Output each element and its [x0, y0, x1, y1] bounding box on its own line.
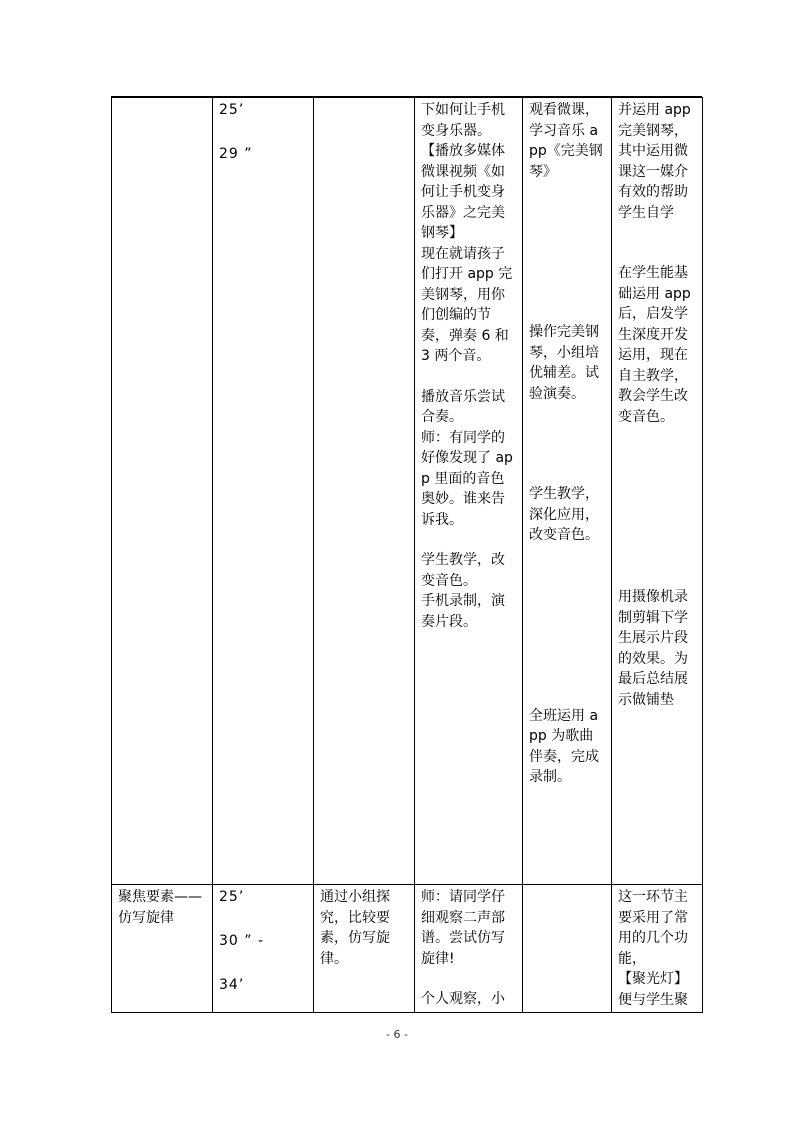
blank-line: [529, 626, 605, 646]
blank-line: [529, 686, 605, 706]
lesson-plan-table: [111, 97, 703, 1013]
blank-line: [529, 182, 605, 202]
blank-line: [421, 969, 516, 989]
cell-paragraph: 下如何让手机变身乐器。: [421, 102, 505, 139]
blank-line: [618, 427, 696, 447]
time-cell: [213, 885, 314, 1013]
time-line: 34’: [219, 977, 245, 993]
blank-line: [529, 262, 605, 282]
blank-line: [529, 606, 605, 626]
blank-line: [618, 223, 696, 243]
blank-line: [529, 586, 605, 606]
time-line: 25’: [219, 102, 245, 118]
table-row: [112, 885, 703, 1013]
time-line: 25’: [219, 889, 245, 905]
blank-line: [529, 464, 605, 484]
cell-paragraph: 学生教学，改变音色。: [421, 552, 505, 589]
teacher-cell: [415, 98, 523, 885]
cell-paragraph: 用摄像机录制剪辑下学生展示片段的效果。为最后总结展示做铺垫: [618, 589, 688, 708]
blank-line: [529, 666, 605, 686]
page-number: - 6 -: [386, 1028, 408, 1041]
student-cell: [523, 98, 612, 885]
blank-line: [618, 567, 696, 587]
blank-line: [618, 527, 696, 547]
cell-paragraph: 个人观察，小: [421, 991, 505, 1007]
blank-line: [618, 487, 696, 507]
blank-line: [529, 546, 605, 566]
blank-line: [529, 566, 605, 586]
blank-line: [618, 243, 696, 263]
cell-paragraph: 全班运用 app 为歌曲伴奏，完成录制。: [529, 707, 599, 785]
cell-paragraph: 现在就请孩子们打开 app 完美钢琴，用你们创编的节奏，弹奏 6 和 3 两个音。: [421, 245, 513, 364]
time-line: 29 ”: [219, 146, 253, 162]
activity-cell: [314, 98, 415, 885]
time-line: 30 ” -: [219, 933, 265, 949]
time-cell: [213, 98, 314, 885]
cell-paragraph: 学生教学，深化应用，改变音色。: [529, 486, 599, 543]
activity-cell: [314, 885, 415, 1013]
blank-line: [529, 887, 605, 907]
activity-text: 通过小组探究，比较要素，仿写旋律。: [320, 889, 390, 967]
step-cell: [112, 98, 213, 885]
intent-cell: [612, 98, 703, 885]
cell-paragraph: 并运用 app 完美钢琴，其中运用微课这一媒介有效的帮助学生自学: [618, 102, 691, 221]
cell-paragraph: 在学生能基础运用 app 后，启发学生深度开发运用，现在自主教学，教会学生改变音色。: [618, 265, 691, 425]
cell-paragraph: 这一环节主要采用了常用的几个功能，: [618, 889, 688, 967]
step-cell: [112, 885, 213, 1013]
blank-line: [421, 367, 516, 387]
blank-line: [529, 424, 605, 444]
cell-paragraph: 播放音乐尝试合奏。: [421, 388, 505, 425]
blank-line: [529, 302, 605, 322]
blank-line: [529, 444, 605, 464]
blank-line: [529, 242, 605, 262]
blank-line: [618, 447, 696, 467]
student-cell: [523, 885, 612, 1013]
teacher-cell: [415, 885, 523, 1013]
blank-line: [529, 646, 605, 666]
blank-line: [618, 507, 696, 527]
cell-paragraph: 师：有同学的好像发现了 app 里面的音色奥妙。谁来告诉我。: [421, 429, 513, 528]
blank-line: [529, 282, 605, 302]
blank-line: [421, 530, 516, 550]
blank-line: [529, 404, 605, 424]
cell-paragraph: 观看微课，学习音乐 app《完美钢琴》: [529, 102, 603, 180]
cell-paragraph: 师：请同学仔细观察二声部谱。尝试仿写旋律!: [421, 889, 505, 967]
blank-line: [618, 547, 696, 567]
cell-paragraph: 手机录制，演奏片段。: [421, 593, 505, 630]
table-row: [112, 98, 703, 885]
step-text: 聚焦要素——仿写旋律: [118, 889, 202, 926]
intent-cell: [612, 885, 703, 1013]
cell-paragraph: 操作完美钢琴，小组培优辅差。试验演奏。: [529, 324, 599, 402]
blank-line: [529, 222, 605, 242]
cell-paragraph: 【播放多媒体微课视频《如何让手机变身乐器》之完美钢琴】: [421, 143, 505, 241]
blank-line: [529, 202, 605, 222]
blank-line: [618, 467, 696, 487]
cell-paragraph: 【聚光灯】便与学生聚: [618, 971, 688, 1008]
